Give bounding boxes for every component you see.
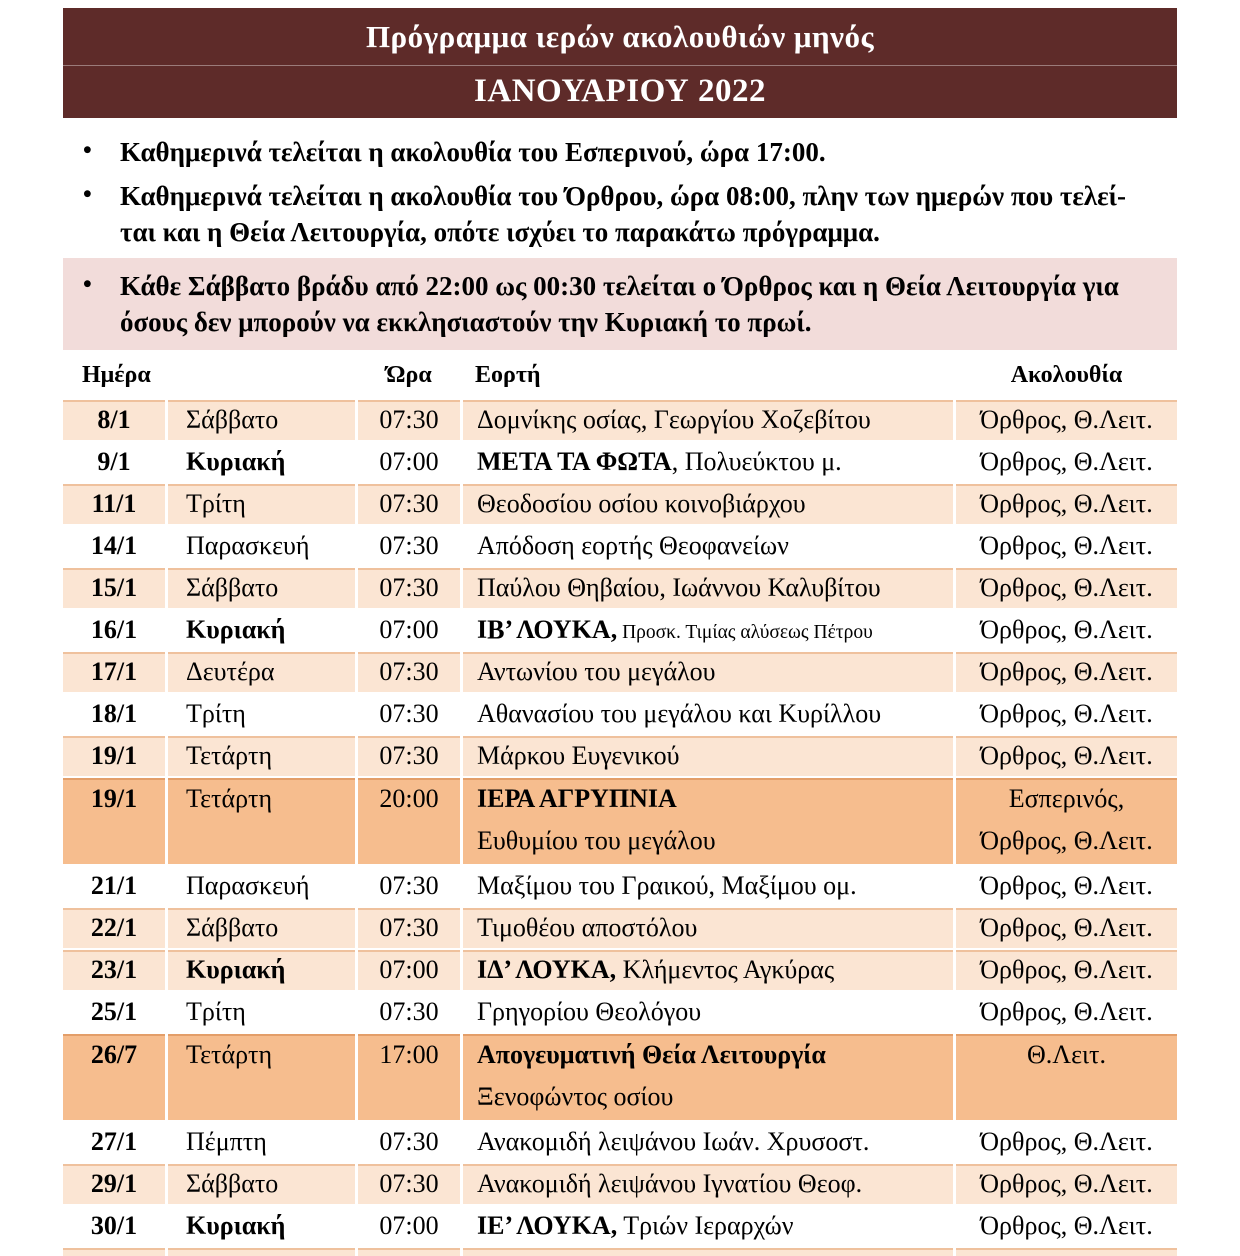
- cell-date: 23/1: [63, 950, 165, 990]
- cell-feast: [463, 694, 953, 734]
- feast-small: Προσκ. Τιμίας αλύσεως Πέτρου: [617, 622, 873, 643]
- cell-date: 26/7: [63, 1034, 165, 1120]
- service-line: Όρθρος, Θ.Λειτ.: [980, 1169, 1153, 1198]
- cell-time: 07:30: [358, 484, 460, 524]
- table-row: [63, 400, 1177, 440]
- cell-date: 21/1: [63, 866, 165, 906]
- note-text: [120, 178, 1177, 250]
- column-header-day: Ημέρα: [82, 362, 151, 388]
- service-line: Όρθρος, Θ.Λειτ.: [980, 741, 1153, 770]
- schedule-note: [63, 134, 1177, 170]
- cell-time: [358, 1248, 460, 1256]
- cell-time: 07:30: [358, 1122, 460, 1162]
- cell-date: 25/1: [63, 992, 165, 1032]
- table-row: [63, 992, 1177, 1032]
- page-title: Πρόγραμμα ιερών ακολουθιών μηνός: [63, 8, 1177, 66]
- feast-line-1: [477, 1206, 953, 1246]
- bullet-icon: •: [83, 137, 92, 164]
- cell-feast: [463, 778, 953, 864]
- feast-bold: ΙΔ’ ΛΟΥΚΑ,: [477, 955, 617, 984]
- cell-time: 07:30: [358, 568, 460, 608]
- table-row: [63, 1248, 1177, 1256]
- service-line: Όρθρος, Θ.Λειτ.: [980, 871, 1153, 900]
- cell-time: 20:00: [358, 778, 460, 864]
- cell-day: Σάββατο: [168, 568, 355, 608]
- service-line: Όρθρος, Θ.Λειτ.: [980, 913, 1153, 942]
- feast-text: Γρηγορίου Θεολόγου: [477, 997, 702, 1026]
- page-subtitle: ΙΑΝΟΥΑΡΙΟΥ 2022: [474, 73, 766, 109]
- cell-date: 19/1: [63, 778, 165, 864]
- column-header-service: Ακολουθία: [1010, 362, 1123, 388]
- cell-date: 18/1: [63, 694, 165, 734]
- cell-feast: [463, 1248, 953, 1256]
- cell-date: 8/1: [63, 400, 165, 440]
- cell-feast: [463, 442, 953, 482]
- cell-date: 17/1: [63, 652, 165, 692]
- bullet-icon: •: [83, 271, 92, 298]
- cell-feast: [463, 736, 953, 776]
- cell-time: 07:30: [358, 652, 460, 692]
- table-row: [63, 652, 1177, 692]
- note-line: ται και η Θεία Λειτουργία, οπότε ισχύει το παρακάτω πρόγραμμα.: [120, 217, 880, 247]
- note-line: Καθημερινά τελείται η ακολουθία του Εσπερινού, ώρα 17:00.: [120, 137, 826, 167]
- cell-service: [956, 442, 1177, 482]
- cell-service: [956, 1248, 1177, 1256]
- service-line: Όρθρος, Θ.Λειτ.: [980, 699, 1153, 728]
- cell-service: [956, 1122, 1177, 1162]
- cell-day: Παρασκευή: [168, 866, 355, 906]
- feast-line-1: [477, 950, 953, 990]
- note-text: [120, 134, 1177, 170]
- cell-time: 07:30: [358, 908, 460, 948]
- feast-line-1: [477, 526, 953, 566]
- cell-date: 29/1: [63, 1164, 165, 1204]
- feast-line-1: [477, 610, 953, 650]
- table-row: [63, 1164, 1177, 1204]
- cell-date: 30/1: [63, 1206, 165, 1246]
- cell-day: [168, 1248, 355, 1256]
- column-header-time: Ώρα: [386, 362, 432, 388]
- cell-feast: [463, 1034, 953, 1120]
- bullet-icon: •: [83, 181, 92, 208]
- cell-day: Κυριακή: [168, 1206, 355, 1246]
- cell-date: 27/1: [63, 1122, 165, 1162]
- cell-feast: [463, 992, 953, 1032]
- cell-feast: [463, 610, 953, 650]
- cell-date: 22/1: [63, 908, 165, 948]
- table-row: [63, 778, 1177, 864]
- cell-service: [956, 992, 1177, 1032]
- feast-line-1: [477, 1164, 953, 1204]
- service-line: Όρθρος, Θ.Λειτ.: [980, 955, 1153, 984]
- cell-time: 07:00: [358, 1206, 460, 1246]
- feast-text: Αντωνίου του μεγάλου: [477, 657, 716, 686]
- cell-day: Παρασκευή: [168, 526, 355, 566]
- cell-time: 07:30: [358, 866, 460, 906]
- service-line: Όρθρος, Θ.Λειτ.: [980, 1127, 1153, 1156]
- feast-line-1: [477, 694, 953, 734]
- service-line: Όρθρος, Θ.Λειτ.: [980, 1211, 1153, 1240]
- cell-time: 17:00: [358, 1034, 460, 1120]
- note-line: Κάθε Σάββατο βράδυ από 22:00 ως 00:30 τελείται ο Όρθρος και η Θεία Λειτουργία για: [120, 271, 1119, 301]
- notes-section: [63, 134, 1177, 350]
- cell-feast: [463, 1164, 953, 1204]
- cell-service: [956, 908, 1177, 948]
- cell-day: Τρίτη: [168, 992, 355, 1032]
- cell-service: [956, 1164, 1177, 1204]
- cell-service: [956, 610, 1177, 650]
- cell-feast: [463, 400, 953, 440]
- feast-line-2: Ξενοφώντος οσίου: [477, 1082, 674, 1111]
- feast-bold: ΙΕ’ ΛΟΥΚΑ,: [477, 1211, 618, 1240]
- service-line: Όρθρος, Θ.Λειτ.: [980, 573, 1153, 602]
- service-line: Όρθρος, Θ.Λειτ.: [980, 447, 1153, 476]
- table-row: [63, 736, 1177, 776]
- note-line: όσους δεν μπορούν να εκκλησιαστούν την Κυριακή το πρωί.: [120, 307, 812, 337]
- feast-text: Ανακομιδή λειψάνου Ιγνατίου Θεοφ.: [477, 1169, 863, 1198]
- cell-service: [956, 568, 1177, 608]
- cell-date: 16/1: [63, 610, 165, 650]
- service-line: Όρθρος, Θ.Λειτ.: [980, 489, 1153, 518]
- feast-text: Αθανασίου του μεγάλου και Κυρίλλου: [477, 699, 882, 728]
- cell-feast: [463, 568, 953, 608]
- cell-service: [956, 778, 1177, 864]
- cell-day: Κυριακή: [168, 610, 355, 650]
- table-row: [63, 908, 1177, 948]
- table-row: [63, 950, 1177, 990]
- cell-feast: [463, 908, 953, 948]
- feast-line-1: [477, 568, 953, 608]
- note-line: Καθημερινά τελείται η ακολουθία του Όρθρου, ώρα 08:00, πλην των ημερών που τελεί-: [120, 181, 1127, 211]
- feast-line-1: [477, 992, 953, 1032]
- feast-line-1: [477, 866, 953, 906]
- feast-line-1: [477, 442, 953, 482]
- cell-time: 07:30: [358, 1164, 460, 1204]
- cell-service: [956, 694, 1177, 734]
- cell-time: 07:30: [358, 736, 460, 776]
- feast-text: Απόδοση εορτής Θεοφανείων: [477, 531, 789, 560]
- cell-day: Τετάρτη: [168, 1034, 355, 1120]
- service-line: Όρθρος, Θ.Λειτ.: [980, 531, 1153, 560]
- cell-day: Πέμπτη: [168, 1122, 355, 1162]
- feast-line-2: Ευθυμίου του μεγάλου: [477, 826, 716, 855]
- cell-time: 07:30: [358, 400, 460, 440]
- service-line: Εσπερινός,: [1008, 784, 1125, 813]
- feast-line-1: [477, 778, 953, 820]
- feast-line-1: [477, 908, 953, 948]
- service-line: Όρθρος, Θ.Λειτ.: [980, 997, 1153, 1026]
- cell-service: [956, 736, 1177, 776]
- cell-time: 07:00: [358, 950, 460, 990]
- cell-feast: [463, 484, 953, 524]
- title-banner: [63, 8, 1177, 118]
- cell-service: [956, 400, 1177, 440]
- feast-bold: ΙΕΡΑ ΑΓΡΥΠΝΙΑ: [477, 784, 677, 813]
- feast-text: Μαξίμου του Γραικού, Μαξίμου ομ.: [477, 871, 857, 900]
- table-row: [63, 1206, 1177, 1246]
- table-row: [63, 1122, 1177, 1162]
- feast-text: Τιμοθέου αποστόλου: [477, 913, 698, 942]
- service-line: Όρθρος, Θ.Λειτ.: [980, 826, 1153, 855]
- cell-service: [956, 1206, 1177, 1246]
- cell-service: [956, 1034, 1177, 1120]
- cell-service: [956, 526, 1177, 566]
- cell-service: [956, 484, 1177, 524]
- cell-feast: [463, 866, 953, 906]
- cell-date: 11/1: [63, 484, 165, 524]
- cell-date: 15/1: [63, 568, 165, 608]
- feast-line-1: [477, 652, 953, 692]
- table-body: [63, 400, 1177, 1256]
- feast-text: Θεοδοσίου οσίου κοινοβιάρχου: [477, 489, 806, 518]
- cell-feast: [463, 1206, 953, 1246]
- schedule-note: [63, 258, 1177, 350]
- feast-line-1: [477, 484, 953, 524]
- service-line: Θ.Λειτ.: [1027, 1040, 1106, 1069]
- feast-bold: ΙΒ’ ΛΟΥΚΑ,: [477, 615, 618, 644]
- feast-text: Μάρκου Ευγενικού: [477, 741, 680, 770]
- cell-time: 07:00: [358, 442, 460, 482]
- table-row: [63, 526, 1177, 566]
- feast-line-1: [477, 400, 953, 440]
- cell-date: 14/1: [63, 526, 165, 566]
- cell-day: Σάββατο: [168, 1164, 355, 1204]
- service-line: Όρθρος, Θ.Λειτ.: [980, 615, 1153, 644]
- cell-feast: [463, 950, 953, 990]
- schedule-table: [63, 356, 1177, 1256]
- feast-line-1: [477, 1122, 953, 1162]
- cell-feast: [463, 1122, 953, 1162]
- table-row: [63, 568, 1177, 608]
- feast-line-1: [477, 1034, 953, 1076]
- feast-text: Ανακομιδή λειψάνου Ιωάν. Χρυσοστ.: [477, 1127, 870, 1156]
- schedule-note: [63, 178, 1177, 250]
- cell-time: 07:30: [358, 992, 460, 1032]
- feast-line-1: [477, 736, 953, 776]
- cell-date: 19/1: [63, 736, 165, 776]
- service-line: Όρθρος, Θ.Λειτ.: [980, 405, 1153, 434]
- cell-day: Τετάρτη: [168, 778, 355, 864]
- cell-date: 9/1: [63, 442, 165, 482]
- feast-text: , Πολυεύκτου μ.: [671, 447, 842, 476]
- cell-time: 07:30: [358, 694, 460, 734]
- table-row: [63, 866, 1177, 906]
- cell-service: [956, 652, 1177, 692]
- table-row: [63, 610, 1177, 650]
- cell-time: 07:30: [358, 526, 460, 566]
- cell-feast: [463, 526, 953, 566]
- cell-service: [956, 866, 1177, 906]
- column-header-feast: Εορτή: [475, 362, 541, 388]
- feast-text: Παύλου Θηβαίου, Ιωάννου Καλυβίτου: [477, 573, 881, 602]
- note-text: [120, 268, 1177, 340]
- table-row: [63, 442, 1177, 482]
- cell-date: [63, 1248, 165, 1256]
- feast-bold: Απογευματινή Θεία Λειτουργία: [477, 1040, 826, 1069]
- service-line: Όρθρος, Θ.Λειτ.: [980, 657, 1153, 686]
- cell-service: [956, 950, 1177, 990]
- cell-day: Κυριακή: [168, 950, 355, 990]
- table-header-row: [63, 356, 1177, 398]
- cell-feast: [463, 652, 953, 692]
- feast-text: Κλήμεντος Αγκύρας: [616, 955, 835, 984]
- table-row: [63, 694, 1177, 734]
- cell-day: Κυριακή: [168, 442, 355, 482]
- feast-text: Δομνίκης οσίας, Γεωργίου Χοζεβίτου: [477, 405, 871, 434]
- feast-bold: ΜΕΤΑ ΤΑ ΦΩΤΑ: [477, 447, 672, 476]
- cell-day: Τρίτη: [168, 694, 355, 734]
- cell-day: Σάββατο: [168, 908, 355, 948]
- table-row: [63, 484, 1177, 524]
- table-row: [63, 1034, 1177, 1120]
- feast-text: Τριών Ιεραρχών: [617, 1211, 794, 1240]
- cell-day: Δευτέρα: [168, 652, 355, 692]
- cell-day: Σάββατο: [168, 400, 355, 440]
- cell-time: 07:00: [358, 610, 460, 650]
- cell-day: Τρίτη: [168, 484, 355, 524]
- cell-day: Τετάρτη: [168, 736, 355, 776]
